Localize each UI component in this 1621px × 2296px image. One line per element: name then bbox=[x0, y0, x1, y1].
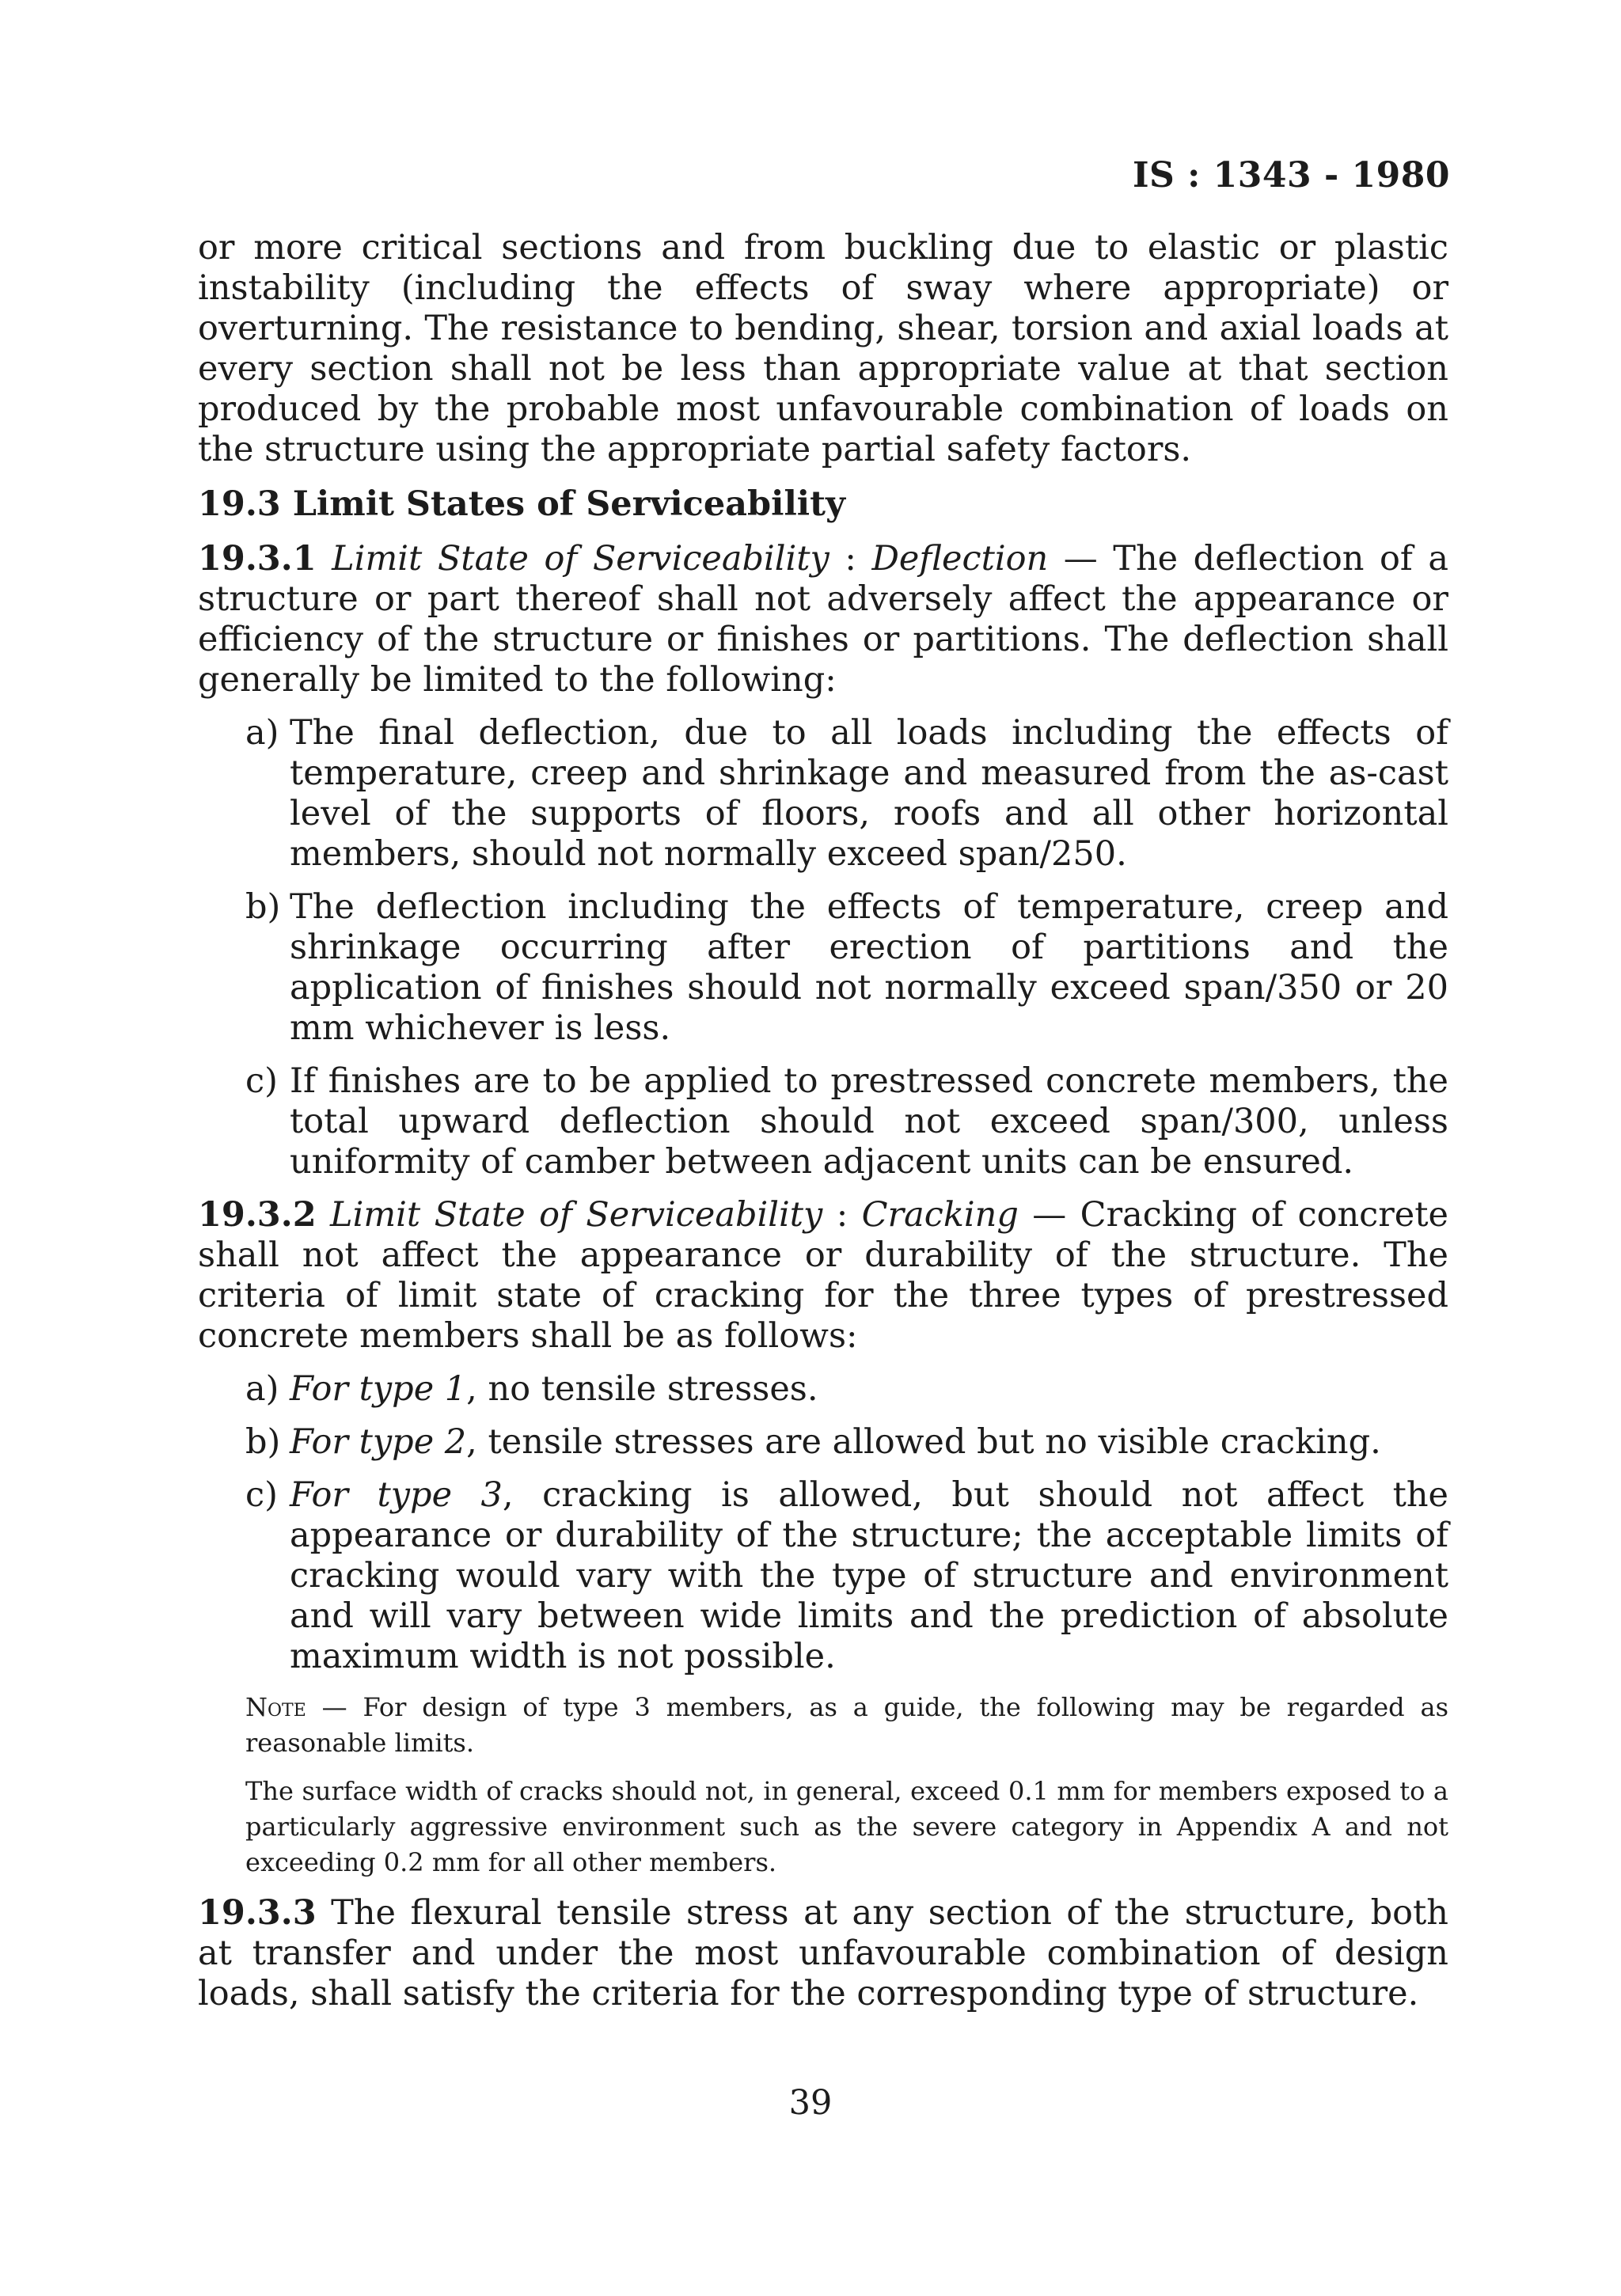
list-type: For type 2 bbox=[290, 1422, 467, 1462]
list-label: a) bbox=[245, 713, 279, 753]
list-item bbox=[198, 713, 1448, 875]
clause-subtitle: Cracking bbox=[861, 1195, 1019, 1235]
list-item bbox=[198, 1422, 1448, 1463]
list-item bbox=[198, 887, 1448, 1049]
note-text: — For design of type 3 members, as a guide, the following may be regarded as reasonable limits. bbox=[245, 1692, 1448, 1758]
clause-text: — The deflection of a structure or part thereof shall not adversely affect the appearance or efficiency of the structure or finishes or partitions. The deflection shall generally be limited to the following: bbox=[198, 539, 1448, 700]
list-label: b) bbox=[245, 887, 281, 927]
list-text: , tensile stresses are allowed but no visible cracking. bbox=[466, 1422, 1381, 1462]
note-label: Note bbox=[245, 1692, 306, 1722]
page-body bbox=[198, 228, 1448, 2014]
clause-19-3-2 bbox=[198, 1195, 1448, 1357]
clause-text: — Cracking of concrete shall not affect the appearance or durability of the structure. The criteria of limit state of cracking for the three types of prestressed concrete members shall be as follows: bbox=[198, 1195, 1448, 1356]
clause-text: The flexural tensile stress at any section of the structure, both at transfer and under the most unfavourable combination of design loads, shall satisfy the criteria for the corresponding type of structure. bbox=[198, 1893, 1448, 2013]
list-text: The deflection including the effects of temperature, creep and shrinkage occurring after erection of partitions and the application of finishes should not normally exceed span/350 or 20 mm whichever is less. bbox=[290, 887, 1448, 1048]
standard-code: IS : 1343 - 1980 bbox=[1132, 155, 1450, 195]
list-item bbox=[198, 1475, 1448, 1677]
list-item bbox=[198, 1369, 1448, 1410]
list-label: c) bbox=[245, 1475, 278, 1515]
list-item bbox=[198, 1061, 1448, 1182]
clause-separator: : bbox=[822, 1195, 862, 1235]
list-label: b) bbox=[245, 1422, 281, 1462]
list-label: c) bbox=[245, 1061, 278, 1101]
list-text: The final deflection, due to all loads including the effects of temperature, creep and shrinkage and measured from the as-cast level of the supports of floors, roofs and all other horizontal members, should not normally exceed span/250. bbox=[290, 713, 1448, 874]
list-type: For type 1 bbox=[290, 1369, 467, 1409]
list-label: a) bbox=[245, 1369, 279, 1409]
clause-number: 19.3.2 bbox=[198, 1195, 317, 1235]
note-paragraph bbox=[245, 1690, 1448, 1761]
clause-subtitle: Deflection bbox=[871, 539, 1049, 579]
list-text: , cracking is allowed, but should not affect the appearance or durability of the structure; the acceptable limits of cracking would vary with the type of structure and environment and will vary between wide limits and the prediction of absolute maximum width is not possible. bbox=[290, 1475, 1448, 1676]
clause-number: 19.3.3 bbox=[198, 1893, 317, 1933]
page-number: 39 bbox=[788, 2083, 833, 2123]
list-text: , no tensile stresses. bbox=[466, 1369, 818, 1409]
clause-number: 19.3.1 bbox=[198, 539, 317, 579]
list-type: For type 3 bbox=[290, 1475, 503, 1515]
intro-paragraph: or more critical sections and from buckling due to elastic or plastic instability (including the effects of sway where appropriate) or overturning. The resistance to bending, shear, torsion and axial loads at every section shall not be less than appropriate value at that section produced by the probable most unfavourable combination of loads on the structure using the appropriate partial safety factors. bbox=[198, 228, 1448, 469]
clause-separator: : bbox=[829, 539, 872, 579]
note-paragraph-2: The surface width of cracks should not, in general, exceed 0.1 mm for members exposed to a particularly aggressive environment such as the severe category in Appendix A and not exceeding 0.2 mm for all other members. bbox=[245, 1776, 1448, 1877]
clause-19-3-3 bbox=[198, 1893, 1448, 2014]
clause-19-3-1 bbox=[198, 539, 1448, 700]
section-heading-19-3: 19.3 Limit States of Serviceability bbox=[198, 484, 845, 524]
clause-title: Limit State of Serviceability bbox=[330, 1195, 823, 1235]
clause-title: Limit State of Serviceability bbox=[332, 539, 829, 579]
list-text: If finishes are to be applied to prestressed concrete members, the total upward deflection should not exceed span/300, unless uniformity of camber between adjacent units can be ensured. bbox=[290, 1061, 1448, 1182]
